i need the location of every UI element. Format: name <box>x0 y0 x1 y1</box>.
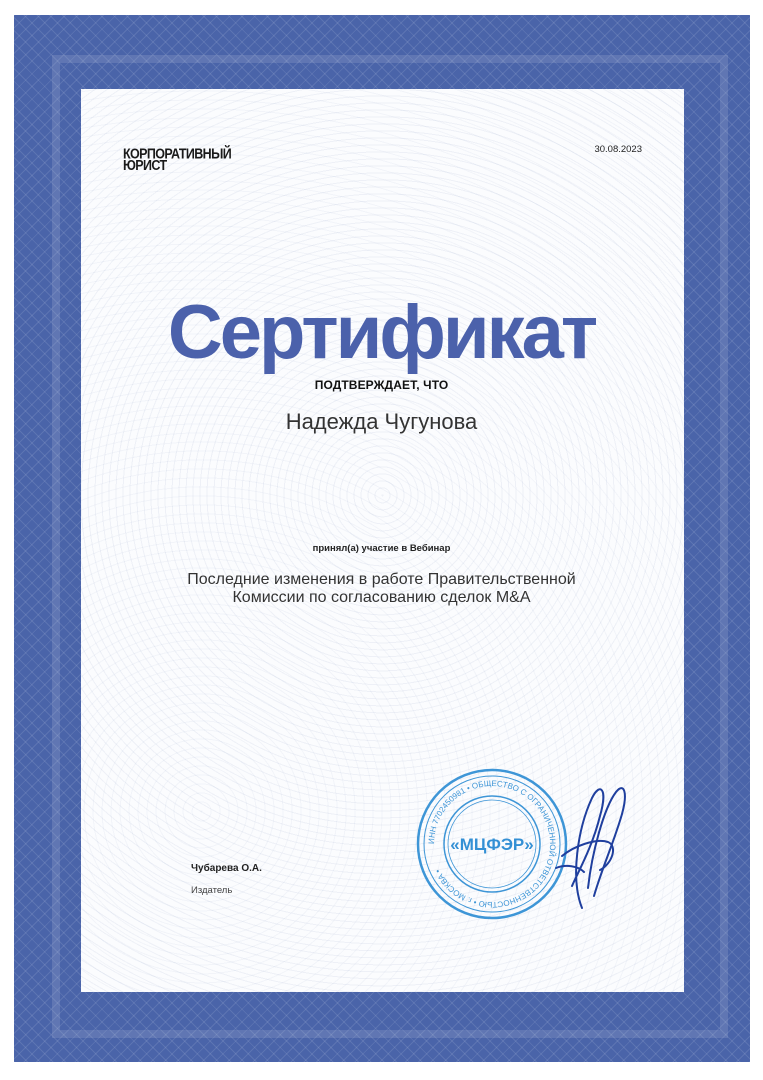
certificate-title: Сертификат <box>167 290 596 375</box>
handwritten-signature <box>548 768 632 922</box>
issue-date: 30.08.2023 <box>594 144 642 155</box>
confirms-label: ПОДТВЕРЖДАЕТ, ЧТО <box>314 378 449 392</box>
company-stamp <box>414 766 570 922</box>
event-title-line-2: Комиссии по согласованию сделок M&A <box>232 589 531 606</box>
logo-line-1: КОРПОРАТИВНЫЙ <box>123 145 232 162</box>
event-title-line-1: Последние изменения в работе Правительственной <box>187 571 576 588</box>
stamp-center-text: «МЦФЭР» <box>450 835 534 854</box>
recipient-name: Надежда Чугунова <box>285 409 478 434</box>
stamp-ring-text: ИНН 7702450981 • ОБЩЕСТВО С ОГРАНИЧЕННОЙ ОТВЕТСТВЕННОСТЬЮ • г. МОСКВА • <box>426 778 558 910</box>
signer-name: Чубарева О.А. <box>191 863 262 874</box>
signer-role: Издатель <box>191 885 233 896</box>
logo-line-2: ЮРИСТ <box>123 157 167 174</box>
publisher-logo <box>123 145 232 174</box>
event-title <box>0 571 763 607</box>
participation-label: принял(а) участие в Вебинар <box>312 543 451 554</box>
